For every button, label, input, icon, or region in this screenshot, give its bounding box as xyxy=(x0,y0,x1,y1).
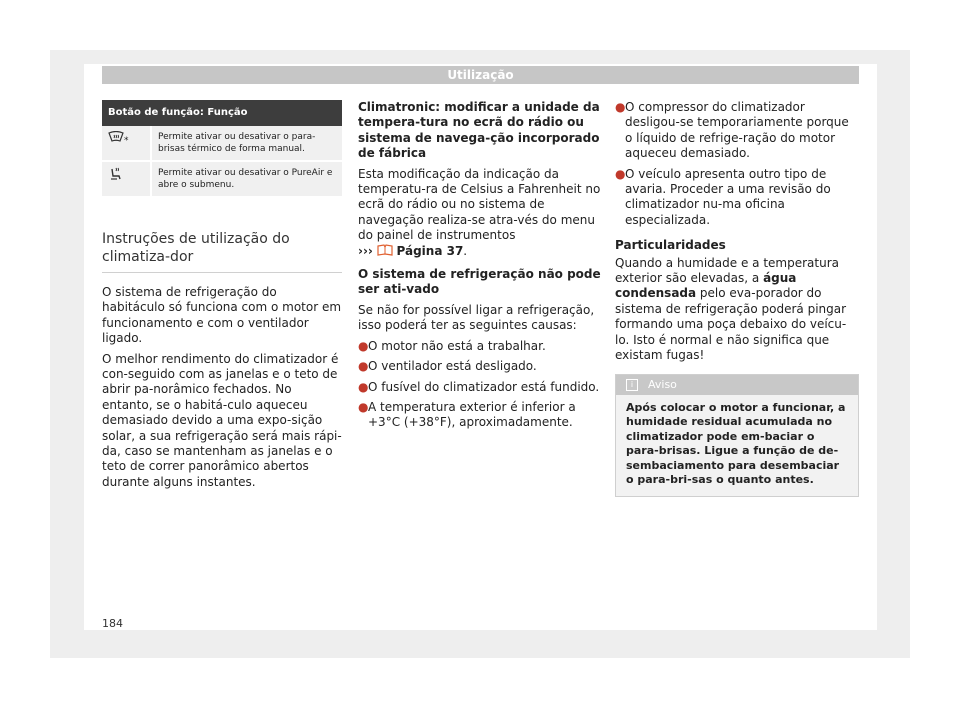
bullet-icon: ● xyxy=(615,100,626,114)
book-icon xyxy=(377,244,393,256)
bullet-icon: ● xyxy=(615,166,626,181)
paragraph: O melhor rendimento do climatizador é con-seguido com as janelas e o teto de abrir pa-norâmico fechados. No entanto, se o habitá-culo aqueceu demasiado devido a uma expo-sição solar, a sua refrigeração será mais rápi-da, caso se mantenham as janelas e o teto de correr panorâmico abertos durante alguns instantes. xyxy=(102,351,342,489)
emphasis-text: água condensada xyxy=(615,271,797,301)
table-text-cell: Permite ativar ou desativar o PureAir e abre o submenu. xyxy=(151,161,342,197)
asterisk: * xyxy=(124,136,129,146)
paragraph: O sistema de refrigeração do habitáculo só funciona com o motor em funcionamento e com o ventilador ligado. xyxy=(102,285,342,346)
table-text-cell: Permite ativar ou desativar o para-brisas térmico de forma manual. xyxy=(151,126,342,161)
bullet-icon: ● xyxy=(358,359,369,374)
list-item xyxy=(358,359,602,374)
table-icon-cell xyxy=(102,161,151,197)
paragraph-text: Esta modificação da indicação da temperatu-ra de Celsius a Fahrenheit no ecrã do rádio ou no sistema de navegação realiza-se atra-vés do menu do painel de instrumentos xyxy=(358,166,601,243)
notice-body: Após colocar o motor a funcionar, a humidade residual acumulada no climatizador pode em-baciar o para-brisas. Ligue a função de de-sembaciamento para desembaciar o para-bri-sas o quanto antes. xyxy=(626,400,846,486)
list-item xyxy=(358,339,602,354)
notice-box xyxy=(615,374,859,497)
paragraph-text: pelo eva-porador do sistema de refrigeração poderá pingar formando uma poça debaixo do veícu-lo. Isto é normal e não significa que existam fugas! xyxy=(615,286,847,363)
paragraph xyxy=(358,167,602,259)
bullet-icon: ● xyxy=(358,379,369,394)
bullet-icon: ● xyxy=(358,399,369,414)
list-item xyxy=(615,167,859,229)
list-item-text: O motor não está a trabalhar. xyxy=(368,338,546,353)
list-item-text: O veículo apresenta outro tipo de avaria. Proceder a uma revisão do climatizador nu-ma oficina especializada. xyxy=(625,166,831,227)
subheading: Climatronic: modificar a unidade da tempera-tura no ecrã do rádio ou sistema de navega-ção incorporado de fábrica xyxy=(358,100,600,161)
notice-title: Aviso xyxy=(648,377,677,391)
table-icon-cell xyxy=(102,126,151,161)
arrow-marker: ››› xyxy=(358,243,373,258)
cause-list xyxy=(358,339,602,431)
list-item-text: O ventilador está desligado. xyxy=(368,359,537,374)
subheading: Particularidades xyxy=(615,238,726,253)
info-icon: i xyxy=(626,379,638,391)
notice-header xyxy=(616,375,858,395)
table-header: Botão de função: Função xyxy=(102,100,342,126)
list-item-text: A temperatura exterior é inferior a +3°C (+38°F), aproximadamente. xyxy=(368,399,576,430)
column-1 xyxy=(102,100,342,495)
table-header-row xyxy=(102,100,342,126)
windshield-defrost-icon xyxy=(108,131,124,143)
page-header: Utilização xyxy=(102,66,859,84)
paragraph xyxy=(615,256,859,364)
period: . xyxy=(463,243,468,258)
list-item-text: O compressor do climatizador desligou-se temporariamente porque o líquido de refrige-ração do motor aqueceu demasiado. xyxy=(625,100,849,161)
section-title: Instruções de utilização do climatiza-dor xyxy=(102,230,342,273)
column-2 xyxy=(358,100,602,437)
list-item xyxy=(358,380,602,395)
paragraph: Se não for possível ligar a refrigeração, isso poderá ter as seguintes causas: xyxy=(358,302,595,333)
page-number: 184 xyxy=(102,617,123,630)
table-row xyxy=(102,161,342,197)
list-item-text: O fusível do climatizador está fundido. xyxy=(368,379,600,394)
bullet-icon: ● xyxy=(358,338,369,353)
page-reference-link[interactable]: Página 37 xyxy=(396,243,464,258)
paragraph-text: Quando a humidade e a temperatura exterior são elevadas, a xyxy=(615,255,839,286)
cause-list-continued xyxy=(615,100,859,228)
list-item xyxy=(615,100,859,162)
subheading: O sistema de refrigeração não pode ser ati-vado xyxy=(358,267,601,297)
pureair-seat-icon xyxy=(108,167,124,181)
function-table xyxy=(102,100,342,198)
table-row xyxy=(102,126,342,161)
list-item xyxy=(358,400,602,431)
column-3 xyxy=(615,100,859,497)
